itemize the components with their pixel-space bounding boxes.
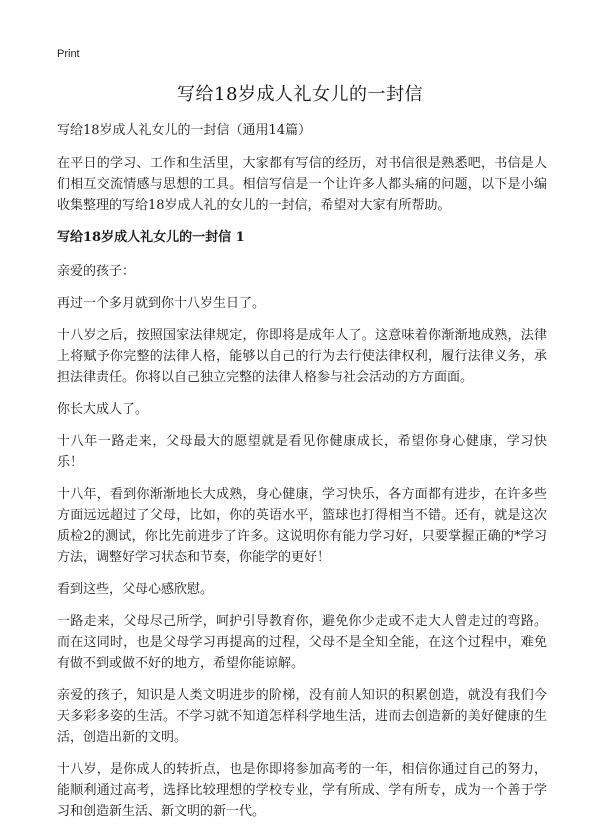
letter-greeting: 亲爱的孩子： [57,264,136,279]
intro-paragraph: 在平日的学习、工作和生活里，大家都有写信的经历，对书信很是熟悉吧，书信是人们相互交流情感与思想的工具。相信写信是一个让许多人都头痛的问题，以下是小编收集整理的写给18岁成人礼的女儿的一封信，希望对大家有所帮助。 [57,156,547,213]
letter-paragraph: 看到这些，父母心感欣慰。 [57,582,214,597]
letter-paragraph: 再过一个多月就到你十八岁生日了。 [57,296,266,311]
letter-paragraph: 你长大成人了。 [57,402,149,417]
page-title: 写给18岁成人礼女儿的一封信 [177,84,423,105]
letter-paragraph: 十八岁，是你成人的转折点，也是你即将参加高考的一年，相信你通过自己的努力，能顺利通过高考，选择比较理想的学校专业，学有所成、学有所专，成为一个善于学习和创造新生活、新文明的新一代。 [57,762,547,819]
section-heading: 写给18岁成人礼女儿的一封信 1 [57,230,245,245]
document-body [57,120,547,833]
letter-paragraph: 十八年一路走来，父母最大的愿望就是看见你健康成长，希望你身心健康，学习快乐！ [57,434,547,470]
letter-paragraph: 一路走来，父母尽己所学，呵护引导教育你，避免你少走或不走大人曾走过的弯路。而在这同时，也是父母学习再提高的过程，父母不是全知全能，在这个过程中，难免有做不到或做不好的地方，希望你能谅解。 [57,614,547,671]
print-link[interactable]: Print [57,48,80,60]
letter-paragraph: 亲爱的孩子，知识是人类文明进步的阶梯，没有前人知识的积累创造，就没有我们今天多彩多姿的生活。不学习就不知道怎样科学地生活，进而去创造新的美好健康的生活，创造出新的文明。 [57,688,547,745]
letter-paragraph: 十八年，看到你渐渐地长大成熟，身心健康，学习快乐，各方面都有进步，在许多些方面远远超过了父母，比如，你的英语水平，篮球也打得相当不错。还有，就是这次质检2的测试，你比先前进步了许多。这说明你有能力学习好，只要掌握正确的*学习方法，调整好学习状态和节奏，你能学的更好！ [57,487,547,565]
document-subtitle: 写给18岁成人礼女儿的一封信（通用14篇） [57,123,312,138]
letter-paragraph: 十八岁之后，按照国家法律规定，你即将是成年人了。这意味着你渐渐地成熟，法律上将赋予你完整的法律人格，能够以自己的行为去行使法律权利，履行法律义务，承担法律责任。你将以自己独立完整的法律人格参与社会活动的方方面面。 [57,328,547,385]
